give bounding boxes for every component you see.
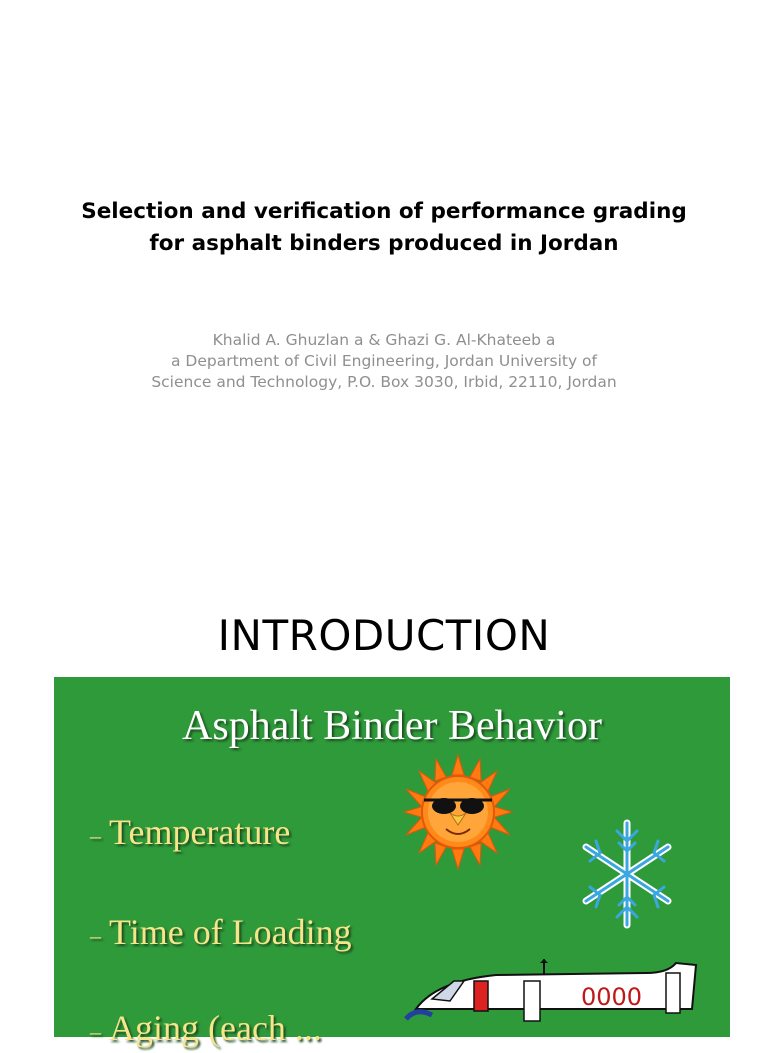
paper-title-line: Selection and verification of performance grading xyxy=(81,199,687,224)
bullet-text: Time of Loading xyxy=(109,912,352,952)
affiliation-line: Science and Technology, P.O. Box 3030, Irbid, 22110, Jordan xyxy=(151,373,617,391)
author-names: Khalid A. Ghuzlan a & Ghazi G. Al-Khateeb a xyxy=(212,331,556,349)
airplane-icon xyxy=(406,959,706,1039)
slide-bullet xyxy=(90,911,352,957)
slide-title: Asphalt Binder Behavior xyxy=(182,703,602,749)
author-block xyxy=(0,330,768,393)
section-heading: INTRODUCTION xyxy=(217,611,551,660)
paper-title xyxy=(0,196,768,260)
bullet-text: Temperature xyxy=(109,812,291,852)
slide-bullet xyxy=(90,811,290,857)
bullet-marker: – xyxy=(90,822,101,848)
bullet-marker: – xyxy=(90,922,101,948)
paper-title-line: for asphalt binders produced in Jordan xyxy=(149,231,619,256)
snowflake-icon xyxy=(582,815,672,933)
affiliation-line: a Department of Civil Engineering, Jordan University of xyxy=(170,352,597,370)
bullet-marker: – xyxy=(90,1018,101,1044)
sun-with-sunglasses-icon xyxy=(402,753,514,871)
embedded-slide xyxy=(54,677,730,1048)
bullet-text: Aging (each ... xyxy=(109,1008,322,1048)
plane-window-text: 0000 xyxy=(581,983,643,1011)
slide-bullet xyxy=(90,1007,322,1053)
